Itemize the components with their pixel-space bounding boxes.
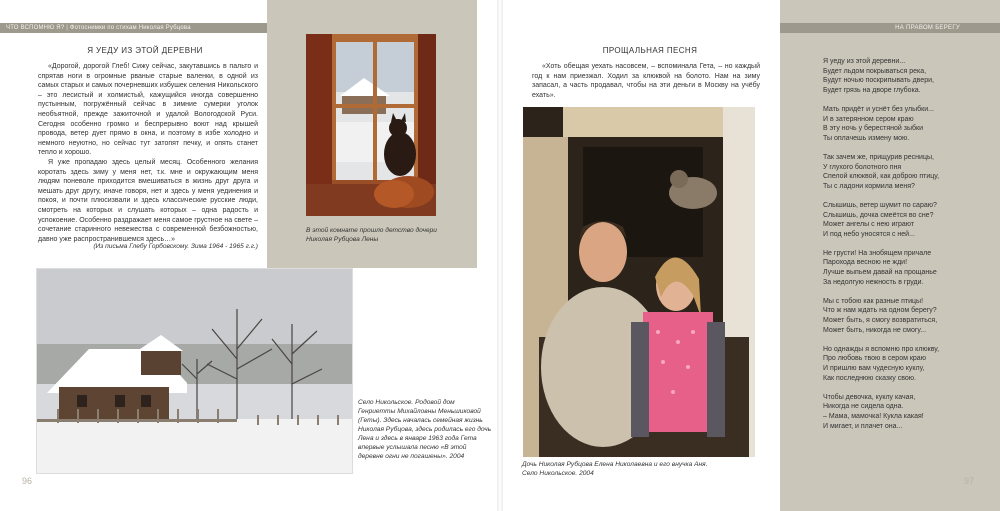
- poem-line: За недолгую нежность в груди.: [823, 278, 924, 286]
- poem-stanza: [823, 57, 993, 95]
- poem-line: Спелой клюквой, как доброю птицу,: [823, 173, 940, 181]
- poem-line: Я уеду из этой деревни...: [823, 58, 906, 65]
- poem: [823, 57, 993, 441]
- window-photo-caption: В этой комнате прошло детство дочери Николая Рубцова Лены: [306, 227, 437, 243]
- poem-line: Может быть, никогда не смогу...: [823, 326, 927, 334]
- right-article-title: ПРОЩАЛЬНАЯ ПЕСНЯ: [602, 46, 698, 55]
- left-article-signature: (Из письма Глебу Горбовскому. Зима 1964 - 1965 г.г.): [93, 243, 258, 250]
- poem-line: Может ангелы с нею играют: [823, 221, 915, 229]
- poem-line: Но однажды я вспомню про клюкву,: [823, 345, 940, 353]
- family-photo-caption: Дочь Николая Рубцова Елена Николаевна и его внучка Аня. Село Никольское. 2004: [522, 461, 708, 477]
- window-cat-illustration: [306, 34, 436, 216]
- poem-line: Парохода весною не жди!: [823, 259, 908, 267]
- poem-line: Никогда не сидела одна.: [823, 403, 904, 411]
- poem-stanza: [823, 249, 993, 287]
- poem-line: И под небо уносятся с ней...: [823, 230, 915, 238]
- family-photo: [523, 107, 755, 457]
- poem-line: Мы с тобою как разные птицы!: [823, 297, 924, 305]
- right-article-body: [532, 62, 760, 100]
- section-subtitle: Фотоснимки по стихам Николая Рубцова: [69, 25, 191, 31]
- poem-line: Ты оплачешь измену мою.: [823, 134, 910, 142]
- poem-line: Что ж нам ждать на одном берегу?: [823, 307, 937, 315]
- poem-line: Ты с ладони кормила меня?: [823, 182, 915, 190]
- header-separator: |: [66, 25, 70, 31]
- poem-line: Будут ночью поскрипывать двери,: [823, 77, 934, 85]
- poem-line: Про любовь твою в сером краю: [823, 355, 926, 363]
- book-gutter: [497, 0, 503, 511]
- left-paragraph-2: Я уже пропадаю здесь целый месяц. Особенного желания коротать здесь зиму у меня нет, т.к. мне и окружающим меня людям поневоле приходится вмешиваться в жизнь друг друга и мешать друг другу, иначе говоря, нет и здесь у меня уединения и покоя, и почти плюсизвали и здесь классические русские люди, смотреть на которых и слушать которых – одна радость и успокоение. Особенно раздражает меня самое грустное на свете – сочетание старинного невежества с современной безбожностью, давно уже распространившемся здесь…»: [38, 158, 258, 243]
- poem-stanza: [823, 393, 993, 431]
- poem-stanza: [823, 345, 993, 383]
- poem-line: Лучше выпьем давай на прощанье: [823, 269, 937, 277]
- house-photo-caption: Село Никольское. Родовой дом Генриетты Михайловны Меньшиковой (Геты). Здесь началась семейная жизнь Николая Рубцова, здесь родилась его дочь Лена и здесь в январе 1963 года Гета впервые услышала песню «В этой деревне огни не погашены». 2004: [358, 399, 492, 460]
- section-title: ЧТО ВСПОМНЮ Я?: [6, 25, 65, 31]
- poem-line: И пришлю вам чудесную куклу,: [823, 365, 925, 372]
- poem-stanza: [823, 201, 993, 239]
- poem-line: И в затерянном сером краю: [823, 115, 914, 123]
- poem-line: Не грусти! На знобящем причале: [823, 249, 932, 257]
- poem-line: Будет грязь на дворе глубока.: [823, 86, 921, 94]
- page-number-left: 96: [22, 476, 33, 486]
- poem-line: Так зачем же, прищурив ресницы,: [823, 153, 934, 161]
- poem-line: В эту ночь у берестяной зыбки: [823, 125, 923, 133]
- left-article-body: [38, 62, 258, 244]
- winter-house-illustration: [37, 269, 352, 473]
- poem-line: – Мама, мамочка! Кукла какая!: [823, 412, 924, 420]
- poem-line: Чтобы девочка, куклу качая,: [823, 393, 916, 401]
- poem-line: Может быть, я смогу возвратиться,: [823, 317, 938, 325]
- right-paragraph: «Хоть обещая уехать насовсем, – вспоминала Гета, – но каждый год к нам приезжал. Ходил за клюквой на болото. Нам на зиму запасал, а часть продавал, чтобы на эти деньги в Москву на учёбу ехать».: [532, 63, 760, 99]
- page-number-right: 97: [964, 476, 975, 486]
- poem-line: У глухого болотного пня: [823, 163, 902, 171]
- poem-line: Мать придёт и уснёт без улыбки...: [823, 105, 934, 113]
- poem-line: Будет льдом покрываться река,: [823, 67, 927, 75]
- winter-house-photo: [36, 268, 353, 474]
- left-running-header: [6, 23, 191, 33]
- window-cat-photo: [306, 34, 436, 216]
- family-illustration: [523, 107, 755, 457]
- poem-stanza: [823, 297, 993, 335]
- right-running-header: НА ПРАВОМ БЕРЕГУ: [895, 25, 960, 31]
- poem-stanza: [823, 105, 993, 143]
- poem-stanza: [823, 153, 993, 191]
- poem-line: Слышишь, ветер шумит по сараю?: [823, 201, 937, 209]
- left-article-title: Я УЕДУ ИЗ ЭТОЙ ДЕРЕВНИ: [87, 46, 203, 55]
- poem-line: И мигает, и плачет она...: [823, 422, 903, 430]
- poem-line: Как последнюю сказку свою.: [823, 374, 916, 382]
- left-paragraph-1: «Дорогой, дорогой Глеб! Сижу сейчас, закутавшись в пальто и спрятав ноги в огромные рваные старые валенки, в одной из самых старых и самых почерневших избушек селения Никольского – это лесистый и холмистый, кажущийся иногда совершенно пустынным, погружённый сейчас в зимние сумерки уголок необъятной, прежде зажиточной и удалой Вологодской Руси. Сегодня особенно громко и беспрерывно воют над крышей провода, ветер дует прямо в окна, и поэтому в избе холодно и немного неуютно, но сейчас тут затопят печку, и опять станет тепло и хорошо.: [38, 63, 258, 157]
- poem-line: Слышишь, дочка смеётся во сне?: [823, 211, 934, 219]
